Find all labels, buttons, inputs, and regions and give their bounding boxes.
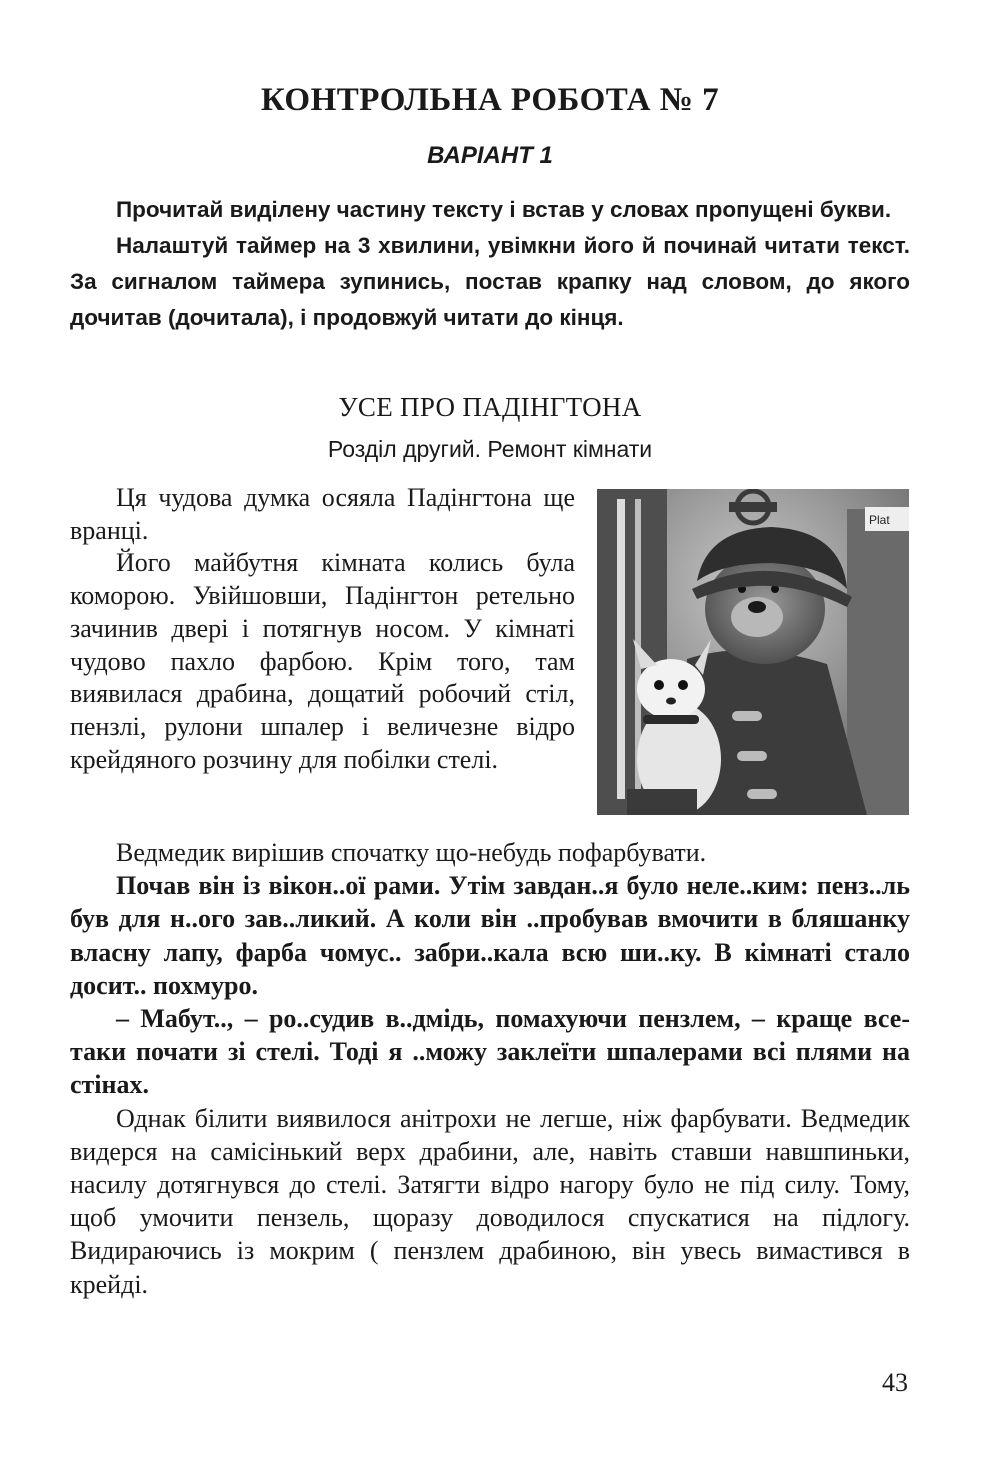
story-main-text (70, 836, 910, 1301)
page-number: 43 (882, 1368, 908, 1397)
story-paragraph: Ведмедик вирішив спочатку що-небудь пофарбувати. (116, 838, 707, 867)
story-paragraph: Однак білити виявилося анітрохи не легше, ніж фарбувати. Ведмедик видерся на самісінький верх драбини, але, навіть ставши навшпиньки, насилу дотягнувся до стелі. Затягти відро нагору було не під силу. Тому, щоб умочити пензель, щоразу доводилося спускатися на підлогу. Видираючись із мокрим ( пензлем драбиною, він увесь вимастився в крейді. (70, 1103, 910, 1299)
page-title: КОНТРОЛЬНА РОБОТА № 7 (260, 82, 720, 118)
instruction-paragraph: Прочитай виділену частину тексту і встав у словах пропущені букви. (116, 197, 892, 222)
story-paragraph: Його майбутня кімната колись була коморою. Увійшовши, Падінгтон ретельно зачинив двері і потягнув носом. У кімнаті чудово пахло фарбою. Крім того, там виявилася драбина, дощатий робочий стіл, пензлі, рулони шпалер і величезне відро крейдяного розчину для побілки стелі. (70, 548, 575, 774)
instruction-paragraph: Налаштуй таймер на 3 хвилини, увімкни його й починай читати текст. За сигналом таймера зупинись, постав крапку над словом, до якого дочитав (дочитала), і продовжуй читати до кінця. (70, 233, 910, 330)
story-paragraph: Ця чудова думка осяяла Падінгтона ще вранці. (70, 483, 575, 545)
paddington-bear-photo-icon (597, 489, 909, 815)
story-title: УСЕ ПРО ПАДІНГТОНА (338, 392, 642, 422)
story-intro-text (70, 482, 575, 776)
platform-sign-text: Plat (869, 513, 890, 527)
variant-heading: ВАРІАНТ 1 (427, 142, 553, 169)
highlighted-exercise-paragraph: Почав він із вікон..ої рами. Утім завдан..я було нелe..ким: пенз..ль був для н..ого зав..ликий. А коли він ..пробував вмочити в бляшанку власну лапу, фарба чомус.. забри..кала всю ши..ку. В кімнаті стало досит.. похмуро. (70, 871, 910, 1000)
highlighted-exercise-paragraph: – Мабут.., – ро..судив в..дмідь, помахуючи пензлем, – краще все-таки почати зі стелі. Тоді я ..можу заклеїти шпалерами всі плями на стінах. (70, 1004, 910, 1100)
chapter-subtitle: Розділ другий. Ремонт кімнати (327, 436, 653, 462)
workbook-page (70, 0, 910, 1479)
instructions-block (70, 192, 910, 336)
